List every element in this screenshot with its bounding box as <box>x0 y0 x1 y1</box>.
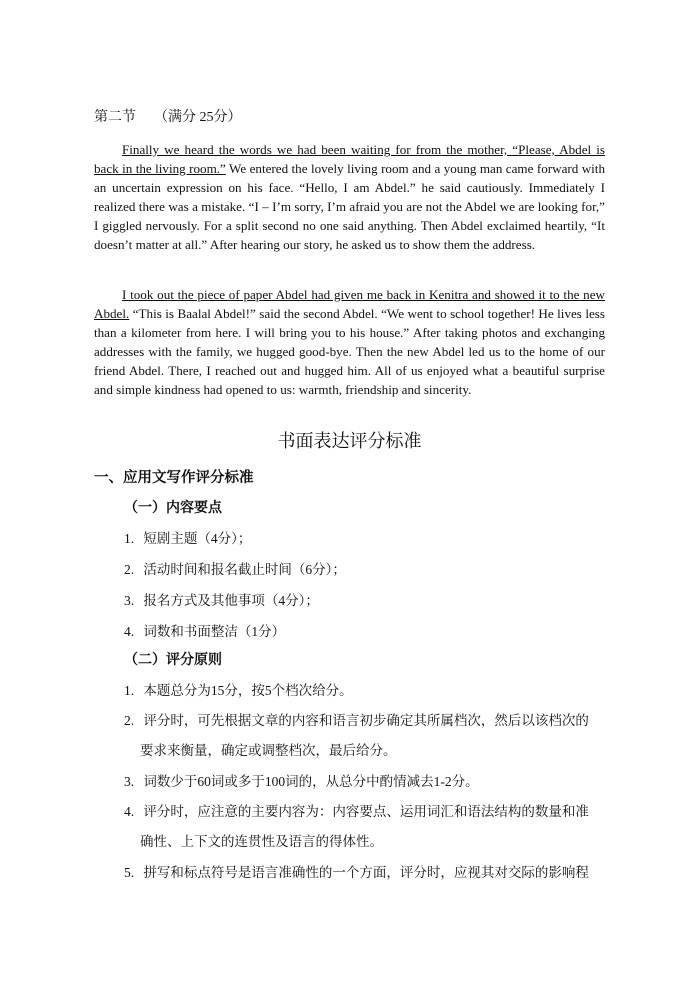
item-text: 拼写和标点符号是语言准确性的一个方面，评分时，应视其对交际的影响程 <box>143 865 589 880</box>
section-label: 第二节 <box>94 110 136 125</box>
passage-paragraph-2 <box>94 285 605 399</box>
item-text: 评分时，应注意的主要内容为：内容要点、运用词汇和语法结构的数量和准 <box>143 804 589 819</box>
principle-item <box>124 676 604 706</box>
content-item <box>124 555 604 585</box>
paragraph-text: “This is Baalal Abdel!” said the second Abdel. “We went to school together! He lives less than a kilometer from here. I will bring you to his house.” After taking photos and exchanging addresses with the family, we hugged good-bye. Then the new Abdel led us to the home of our friend Abdel. There, I reached out and hugged him. All of us enjoyed what a beautiful surprise and simple kindness had opened to us: warmth, friendship and sincerity. <box>94 306 605 397</box>
rubric-title: 书面表达评分标准 <box>277 431 422 451</box>
item-number: 2. <box>124 562 135 577</box>
item-number: 3. <box>124 593 135 608</box>
scoring-principles-heading: （二）评分原则 <box>124 653 222 668</box>
item-number: 2. <box>124 713 135 728</box>
item-number: 4. <box>124 804 135 819</box>
item-text: 词数和书面整洁（1分） <box>143 624 286 639</box>
item-text: 本题总分为15分，按5个档次给分。 <box>143 683 353 698</box>
item-number: 4. <box>124 624 135 639</box>
item-text: 报名方式及其他事项（4分）； <box>143 593 319 608</box>
item-text: 评分时，可先根据文章的内容和语言初步确定其所属档次，然后以该档次的 <box>143 713 589 728</box>
item-text: 短剧主题（4分）； <box>143 531 252 546</box>
item-text: 词数少于60词或多于100词的，从总分中酌情减去1-2分。 <box>143 774 479 789</box>
item-number: 5. <box>124 865 135 880</box>
rubric-heading-applied-writing: 一、应用文写作评分标准 <box>94 470 254 486</box>
principle-item <box>124 797 604 857</box>
underlined-sentence: I took out the piece of paper Abdel had given me back in Kenitra and showed it to the new Abdel. <box>94 287 605 321</box>
item-number: 3. <box>124 774 135 789</box>
principle-item <box>124 767 604 797</box>
content-item <box>124 617 604 647</box>
item-number: 1. <box>124 531 135 546</box>
section-score: （满分 25分） <box>154 110 242 125</box>
content-points-heading: （一）内容要点 <box>124 501 222 516</box>
item-text-continued: 确性、上下文的连贯性及语言的得体性。 <box>140 834 383 849</box>
content-item <box>124 586 604 616</box>
item-text: 活动时间和报名截止时间（6分）； <box>143 562 346 577</box>
content-item <box>124 524 604 554</box>
passage-paragraph-1 <box>94 140 605 254</box>
item-number: 1. <box>124 683 135 698</box>
principle-item <box>124 706 604 766</box>
paragraph-text: We entered the lovely living room and a young man came forward with an uncertain expression on his face. “Hello, I am Abdel.” he said cautiously. Immediately I realized there was a mistake. “I – I’m sorry, I’m afraid you are not the Abdel we are looking for,” I giggled nervously. For a split second no one said anything. Then Abdel exclaimed heartily, “It doesn’t matter at all.” After hearing our story, he asked us to show them the address. <box>94 161 605 252</box>
item-text-continued: 要求来衡量，确定或调整档次，最后给分。 <box>140 743 397 758</box>
section-title <box>94 108 242 128</box>
underlined-sentence: Finally we heard the words we had been waiting for from the mother, “Please, Abdel is back in the living room.” <box>94 142 605 176</box>
principle-item <box>124 858 604 888</box>
